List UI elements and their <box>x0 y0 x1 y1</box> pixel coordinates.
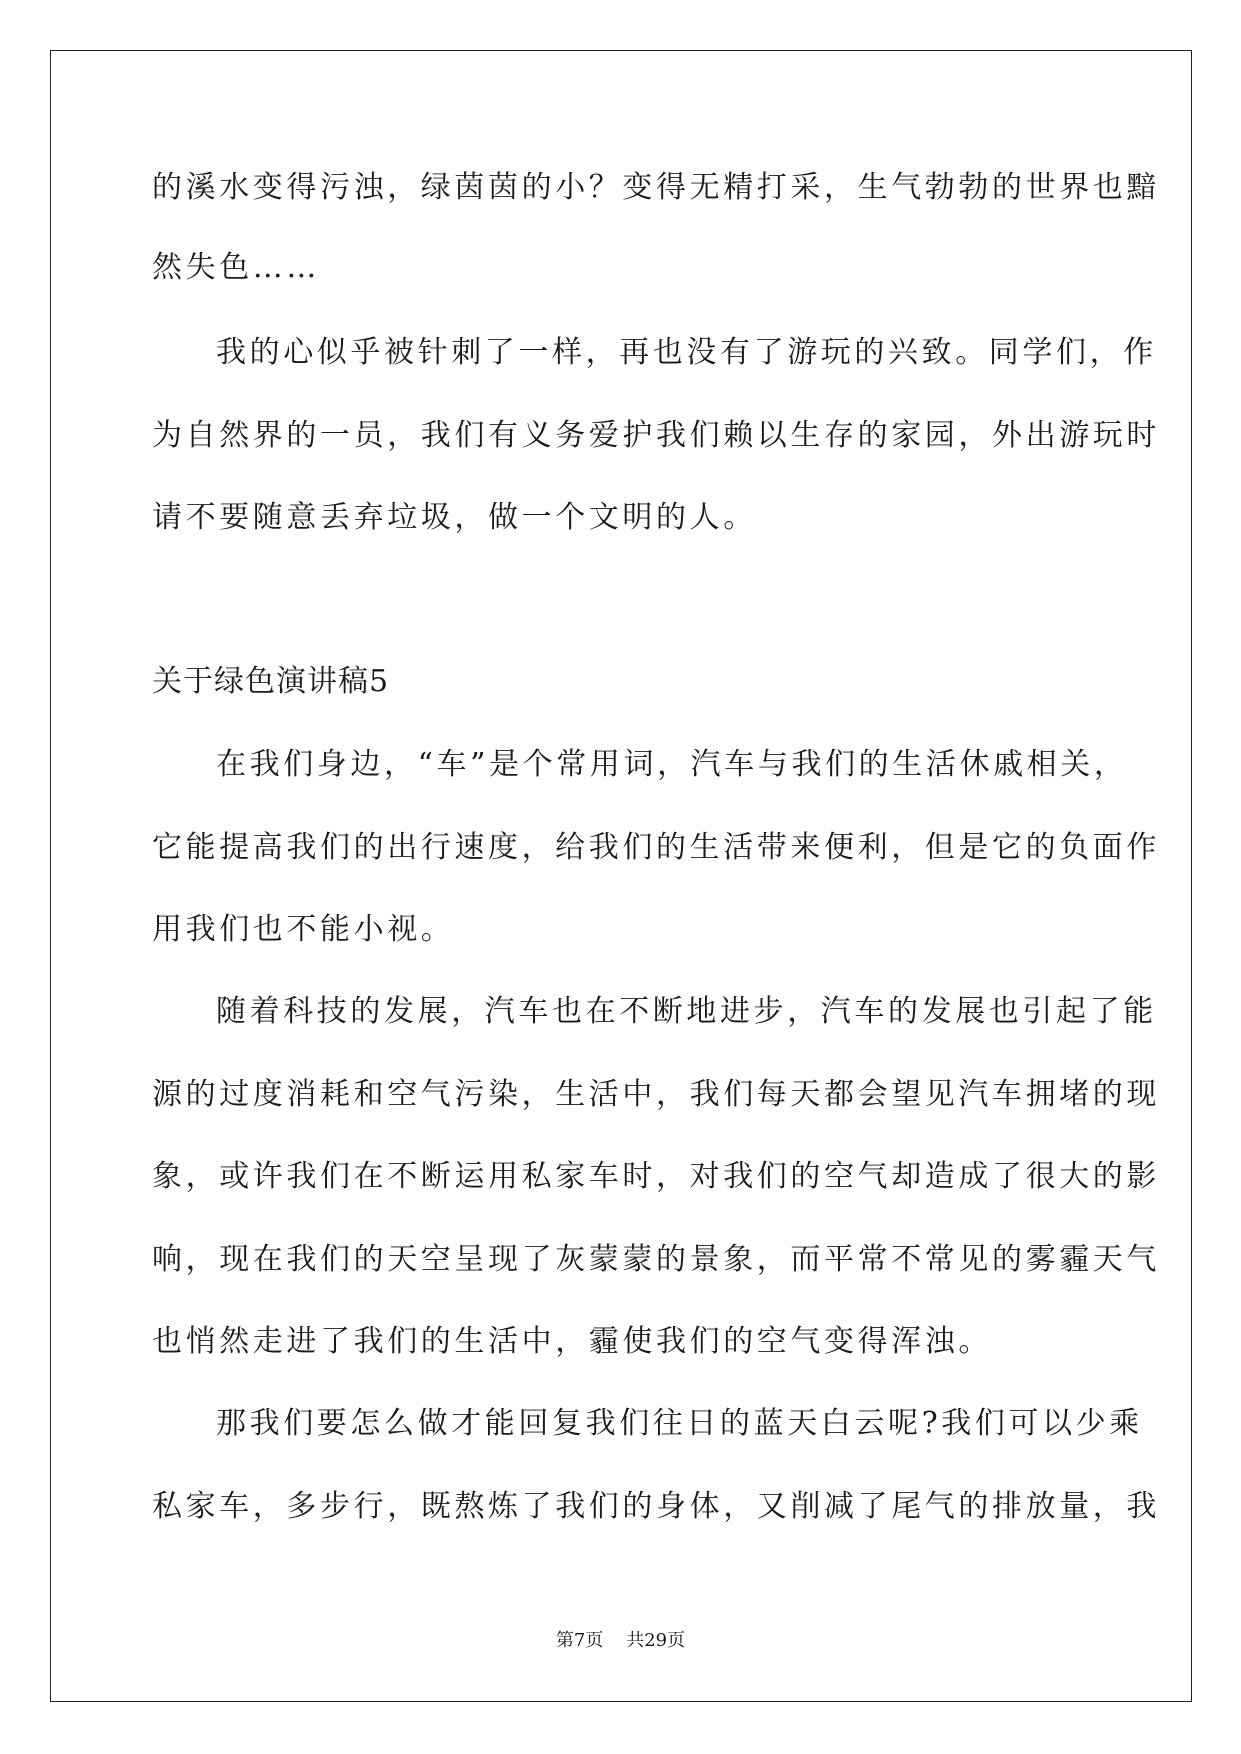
text-line: 响，现在我们的天空呈现了灰蒙蒙的景象，而平常不常见的雾霾天气 <box>152 1242 1160 1277</box>
text-line: 也悄然走进了我们的生活中，霾使我们的空气变得浑浊。 <box>152 1324 992 1359</box>
text-line: 随着科技的发展，汽车也在不断地进步，汽车的发展也引起了能 <box>216 994 1157 1029</box>
text-line: 然失色…… <box>152 250 320 285</box>
page-footer <box>0 1629 1241 1653</box>
page-number: 第7页 <box>555 1630 604 1651</box>
text-line: 在我们身边，“车”是个常用词，汽车与我们的生活休戚相关， <box>216 747 1128 782</box>
text-line: 请不要随意丢弃垃圾，做一个文明的人。 <box>152 500 757 535</box>
section-heading: 关于绿色演讲稿5 <box>152 664 390 699</box>
text-line: 它能提高我们的出行速度，给我们的生活带来便利，但是它的负面作 <box>152 830 1160 865</box>
text-line: 用我们也不能小视。 <box>152 912 455 947</box>
text-line: 象，或许我们在不断运用私家车时，对我们的空气却造成了很大的影 <box>152 1159 1160 1194</box>
page-total: 共29页 <box>626 1630 686 1651</box>
page-border <box>50 50 1192 1702</box>
text-line: 的溪水变得污浊，绿茵茵的小？变得无精打采，生气勃勃的世界也黯 <box>152 170 1160 205</box>
text-line: 我的心似乎被针刺了一样，再也没有了游玩的兴致。同学们，作 <box>216 335 1157 370</box>
text-line: 那我们要怎么做才能回复我们往日的蓝天白云呢?我们可以少乘 <box>216 1406 1143 1441</box>
text-line: 私家车，多步行，既熬炼了我们的身体，又削减了尾气的排放量，我 <box>152 1489 1160 1524</box>
text-line: 源的过度消耗和空气污染，生活中，我们每天都会望见汽车拥堵的现 <box>152 1077 1160 1112</box>
text-line: 为自然界的一员，我们有义务爱护我们赖以生存的家园，外出游玩时 <box>152 418 1160 453</box>
